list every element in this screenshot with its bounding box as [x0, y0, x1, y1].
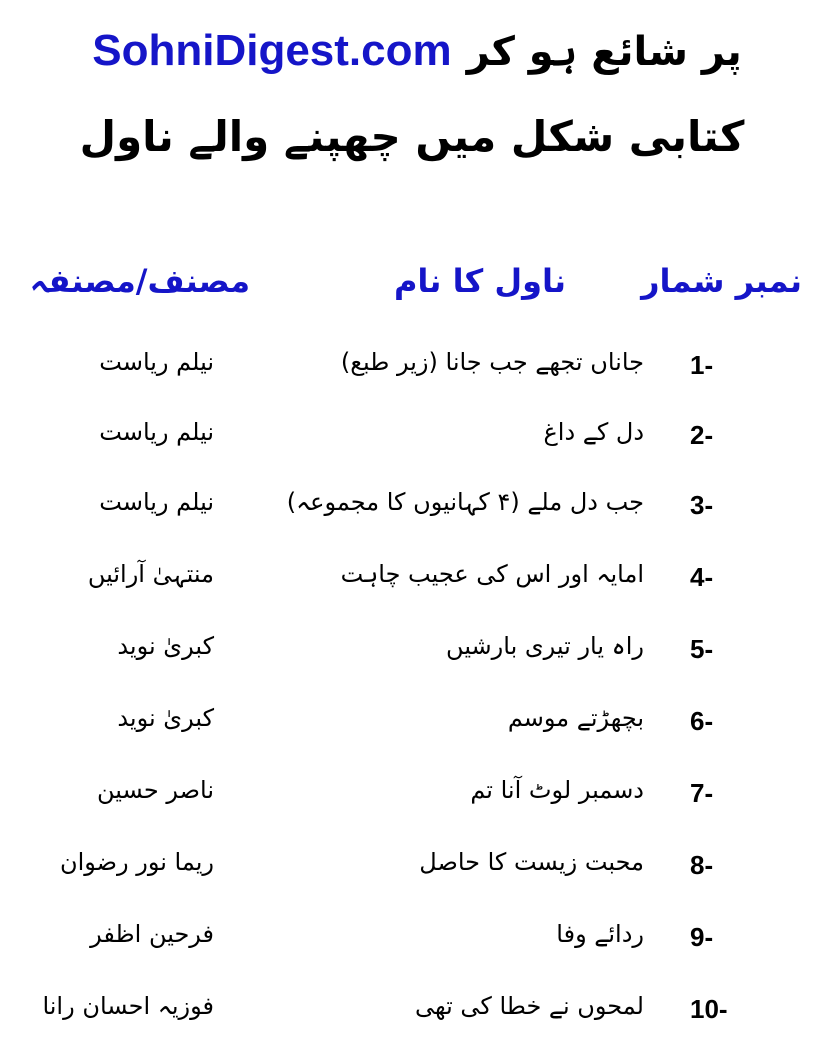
table-row: [0, 624, 824, 684]
novel-title: امایہ اور اس کی عجیب چاہت: [340, 560, 644, 588]
author-name: نیلم ریاست: [99, 348, 214, 376]
row-number: 9-: [690, 922, 714, 952]
author-name: منتہیٰ آرائیں: [87, 560, 214, 588]
row-number: 4-: [690, 562, 714, 592]
author-name: کبریٰ نوید: [117, 632, 214, 660]
novel-title: جاناں تجھے جب جانا (زیر طبع): [340, 348, 644, 376]
row-number: 7-: [690, 778, 714, 808]
author-name: کبریٰ نوید: [117, 704, 214, 732]
author-name: ناصر حسین: [97, 776, 214, 804]
novel-title: جب دل ملے (۴ کہانیوں کا مجموعہ): [286, 488, 644, 516]
novel-title: دل کے داغ: [543, 418, 644, 446]
table-row: [0, 912, 824, 972]
column-header-author: مصنف/مصنفہ: [29, 262, 250, 300]
table-row: [0, 552, 824, 612]
row-number: 8-: [690, 850, 714, 880]
table-row: [0, 840, 824, 900]
table-row: [0, 696, 824, 756]
page-title: کتابی شکل میں چھپنے والے ناول: [79, 112, 745, 161]
table-row: [0, 768, 824, 828]
column-header-number: نمبر شمار: [641, 262, 802, 300]
row-number: 2-: [690, 420, 714, 450]
column-header-novel: ناول کا نام: [393, 262, 567, 300]
novel-title: راہ یار تیری بارشیں: [446, 632, 644, 660]
novel-title: ردائے وفا: [556, 920, 644, 948]
row-number: 10-: [690, 994, 728, 1024]
title-suffix: پر شائع ہو کر: [466, 29, 742, 75]
table-row: [0, 410, 824, 470]
title-line-1: [0, 26, 824, 90]
row-number: 1-: [690, 350, 714, 380]
novel-title: دسمبر لوٹ آنا تم: [470, 776, 644, 804]
novel-title: محبت زیست کا حاصل: [419, 848, 644, 876]
table-row: [0, 340, 824, 400]
site-name-link[interactable]: SohniDigest.com: [92, 26, 452, 75]
row-number: 3-: [690, 490, 714, 520]
novel-title: لمحوں نے خطا کی تھی: [415, 992, 644, 1020]
author-name: ریما نور رضوان: [59, 848, 214, 876]
novel-title: بچھڑتے موسم: [507, 704, 644, 732]
row-number: 6-: [690, 706, 714, 736]
author-name: نیلم ریاست: [99, 488, 214, 516]
author-name: فرحین اظفر: [90, 920, 214, 948]
row-number: 5-: [690, 634, 714, 664]
table-row: [0, 480, 824, 540]
author-name: فوزیہ احسان رانا: [42, 992, 214, 1020]
author-name: نیلم ریاست: [99, 418, 214, 446]
table-row: [0, 984, 824, 1044]
